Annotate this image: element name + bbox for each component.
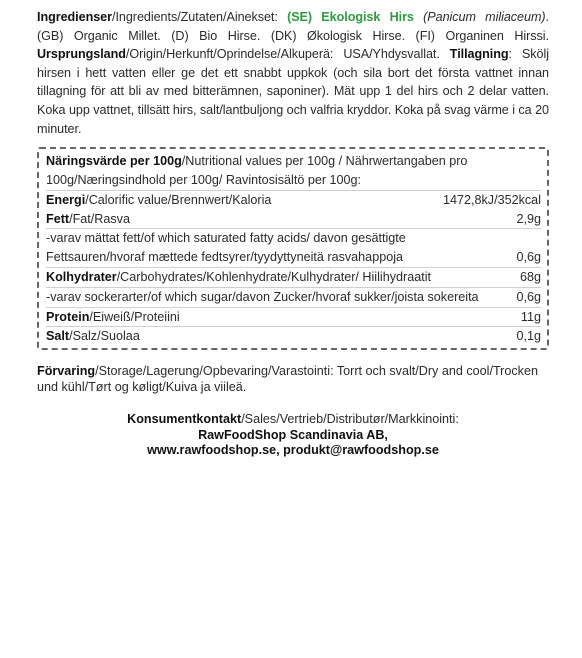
nutrition-row-label	[46, 229, 506, 267]
storage-heading: Förvaring	[37, 364, 96, 379]
nutrition-row	[46, 268, 541, 288]
nutrient-translations: /Carbohydrates/Kohlenhydrate/Kulhydrater/ Hiilihydraatit	[116, 269, 431, 284]
product-label	[37, 8, 549, 459]
nutrition-row	[46, 191, 541, 210]
ingredients-paragraph	[37, 8, 549, 138]
nutrition-rows	[46, 191, 541, 346]
origin-heading: Ursprungsland	[37, 47, 126, 62]
nutrient-name: Fett	[46, 211, 70, 226]
nutrition-row	[46, 308, 541, 328]
nutrition-row	[46, 327, 541, 346]
nutrient-value: 68g	[519, 269, 541, 284]
nutrition-row-label	[46, 210, 130, 229]
nutrient-translations: /Eiweiß/Proteiini	[89, 309, 180, 324]
nutrition-row-label	[46, 288, 479, 307]
nutrition-row	[46, 210, 541, 230]
nutrient-name: Salt	[46, 329, 70, 344]
ingredients-heading-translations: /Ingredients/Zutaten/Ainekset:	[112, 10, 288, 24]
latin-name: (Panicum miliaceum)	[413, 10, 546, 24]
storage-text: /Storage/Lagerung/Opbevaring/Varastointi: Torrt och svalt/Dry and cool/Trocken und kühl/Tørt og køligt/Kuiva ja viileä.	[37, 364, 538, 395]
nutrition-row	[46, 288, 541, 308]
nutrient-translations: /Salz/Suolaa	[69, 329, 140, 344]
nutrient-name: Kolhydrater	[46, 269, 117, 284]
nutrition-row-label	[46, 327, 140, 346]
nutrient-translations: /Fat/Rasva	[69, 211, 130, 226]
nutrition-row-label	[46, 268, 431, 287]
ingredients-heading: Ingredienser	[37, 10, 112, 24]
nutrition-table	[37, 147, 549, 350]
nutrient-value: 0,6g	[516, 289, 541, 304]
contact-heading-translations: /Sales/Vertrieb/Distributør/Markkinointi:	[241, 412, 459, 427]
nutrient-value: 0,1g	[516, 329, 541, 344]
storage-info	[37, 363, 549, 395]
nutrition-header	[46, 152, 541, 191]
product-name: (SE) Ekologisk Hirs	[287, 10, 414, 24]
nutrient-name: Protein	[46, 309, 90, 324]
nutrient-translations: -varav mättat fett/of which saturated fatty acids/ davon gesättigte Fettsauren/hvoraf mættede fedtsyrer/tyydyttyneitä rasvahappoja	[46, 231, 406, 265]
nutrition-row	[46, 229, 541, 268]
nutrient-value: 0,6g	[516, 250, 541, 265]
product-name-translations: . (GB) Organic Millet. (D) Bio Hirse. (DK) Økologisk Hirse. (FI) Organinen Hirssi.	[37, 10, 549, 43]
nutrition-row-label	[46, 191, 271, 210]
website-email: www.rawfoodshop.se, produkt@rawfoodshop.se	[147, 443, 439, 458]
nutrient-translations: -varav sockerarter/of which sugar/davon Zucker/hvoraf sukker/joista sokereita	[46, 289, 479, 304]
nutrient-value: 2,9g	[516, 211, 541, 226]
nutrient-translations: /Calorific value/Brennwert/Kaloria	[85, 192, 272, 207]
nutrition-row-label	[46, 308, 180, 327]
nutrition-header-bold: Näringsvärde per 100g	[46, 154, 182, 169]
nutrient-value: 11g	[520, 309, 541, 324]
contact-heading: Konsumentkontakt	[127, 412, 242, 427]
nutrient-value: 1472,8kJ/352kcal	[442, 192, 541, 207]
consumer-contact	[37, 412, 549, 459]
nutrient-name: Energi	[46, 192, 86, 207]
origin-text: /Origin/Herkunft/Oprindelse/Alkuperä: USA/Yhdysvallat.	[125, 47, 450, 62]
preparation-text: : Skölj hirsen i hett vatten eller ge det ett snabbt uppkok (och sila bort det första vattnet innan tillagning för att bli av med bitterämnen, saponiner). Mät upp 1 del hirs och 2 delar vatten. Koka upp vattnet, tillsätt hirs, salt/lantbuljong och valfria kryddor. Koka på svag värme i ca 20 minuter.	[37, 47, 549, 136]
contact-label-line	[37, 412, 549, 428]
company-name: RawFoodShop Scandinavia AB,	[198, 427, 388, 442]
nutrition-header-text: /Nutritional values per 100g / Nährwertangaben pro 100g/Næringsindhold per 100g/ Ravintosisältö per 100g:	[46, 154, 468, 187]
preparation-heading: Tillagning	[449, 47, 509, 62]
